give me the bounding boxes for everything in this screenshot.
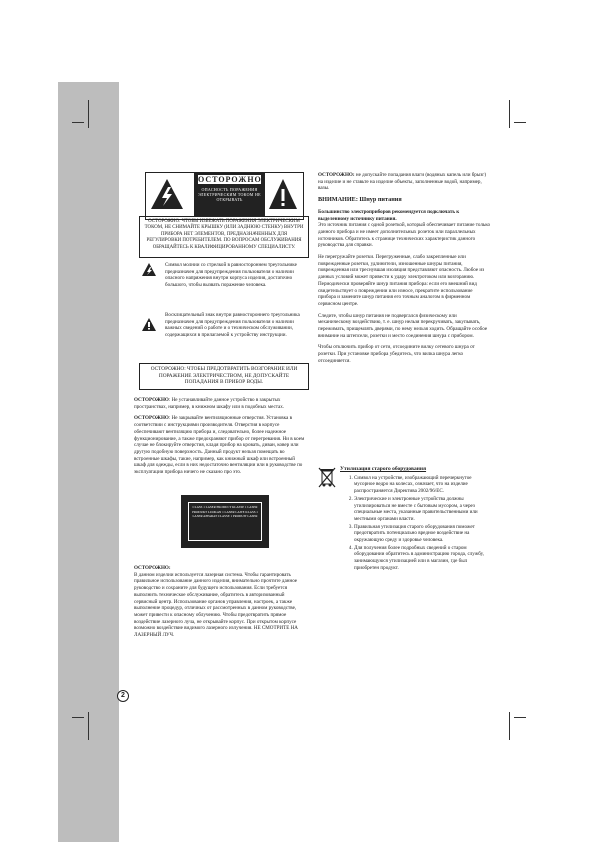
power-cord-heading: ВНИМАНИЕ: Шнур питания	[318, 196, 402, 204]
crop-mark	[509, 712, 510, 740]
page-number: 2	[117, 690, 129, 702]
paragraph-outlets: Не перегружайте розетки. Перегруженные, слабо закрепленные или поврежденные розетки, удлинители, изношенные шнуры питания, поврежденная или треснувшая изоляция представляют опасность. Любое из данных условий может привести к удару электротоком или возгоранию. Периодически проверяйте шнур питания прибора: если его внешний вид свидетельствует о повреждении или износе, прекратите использование прибора и замените шнур питания его точным аналогом в фирменном сервисном центре.	[318, 254, 485, 307]
paragraph-disconnect: Чтобы отключить прибор от сети, отсоедините вилку сетевого шнура от розетки. При установке прибора убедитесь, что вилка шнура легко отсоединяется.	[318, 344, 475, 364]
lightning-symbol-icon	[141, 262, 157, 277]
paragraph-body: не допускайте попадания влаги (водяных капель или брызг) на изделие и не ставьте на изделие объекты, заполненные водой, например, вазы.	[318, 172, 487, 192]
laser-label-text: CLASS 1 LASER PRODUCT KLASSE 1 LASER PRODUKT LUOKAN 1 LASER LAITE KLASS 1 LASER APPARAT CLASSE 1 PRODUIT LASER	[188, 502, 262, 541]
right-column-text	[318, 172, 490, 370]
lightning-triangle-icon	[150, 178, 184, 210]
warning-subtitle: ОПАСНОСТЬ ПОРАЖЕНИЯ ЭЛЕКТРИЧЕСКИМ ТОКОМ НЕ ОТКРЫВАТЬ	[198, 187, 261, 202]
fire-warning-box: ОСТОРОЖНО: ЧТОБЫ ПРЕДОТВРАТИТЬ ВОЗГОРАНИЕ ИЛИ ПОРАЖЕНИЕ ЭЛЕКТРИЧЕСТВОМ, НЕ ДОПУСКАЙТЕ ПОПАДАНИЯ В ПРИБОР ВОДЫ.	[139, 363, 309, 390]
paragraph-laser	[134, 565, 306, 639]
disposal-list	[340, 475, 490, 572]
crop-mark	[514, 122, 526, 123]
disposal-title: Утилизация старого оборудования	[340, 466, 427, 472]
paragraph-body: Это источник питания с одной розеткой, который обеспечивает питание только данного прибора и не имеет дополнительных розеток или параллельных источников. Обратитесь к странице технических характеристик данного руководства для справки.	[318, 222, 491, 249]
paragraph-ventilation	[134, 415, 306, 475]
warning-title: ОСТОРОЖНО	[198, 175, 262, 184]
crop-mark	[72, 717, 84, 718]
laser-warning-text	[134, 565, 306, 644]
paragraph-cord-protection: Следите, чтобы шнур питания не подвергался физическому или механическому воздействию, т. е. шнур нельзя перекручивать, закупывать, пережимать, прищемлять дверями, по нему нельзя ходить. Обращайте особое внимание на штепсели, розетки и место соединения шнура с прибором.	[318, 312, 488, 339]
warning-label-band	[194, 172, 265, 217]
laser-product-label	[181, 495, 269, 548]
list-item: 2. Электрические и электронные устройства должны утилизироваться не вместе с бытовым мусором, а через специальные места, указанные правительственными или местными органами власти.	[354, 496, 490, 523]
crop-mark	[514, 717, 526, 718]
list-item: 3. Правильная утилизация старого оборудования поможет предотвратить потенциально вредное воздействие на окружающую среду и здоровье человека.	[354, 524, 490, 544]
paragraph-lead: ОСТОРОЖНО	[134, 397, 169, 403]
exclamation-symbol-text: Восклицательный знак внутри равностороннего треугольника предназначен для предупреждения пользователя о наличии важных сведений о работе и о техническом обслуживании, содержащихся в прилагаемой к устройству инструкции.	[165, 312, 300, 339]
disposal-section	[340, 466, 490, 573]
paragraph-moisture	[318, 172, 490, 192]
paragraph-lead: Большинство электроприборов рекомендуется подключать к выделенному источнику питания.	[318, 208, 460, 222]
caution-box: ОСТОРОЖНО: ЧТОБЫ ИЗБЕЖАТЬ ПОРАЖЕНИЯ ЭЛЕКТРИЧЕСКИМ ТОКОМ, НЕ СНИМАЙТЕ КРЫШКУ (ИЛИ ЗАДНЮЮ СТЕНКУ) ВНУТРИ ПРИБОРА НЕТ ЭЛЕМЕНТОВ, ПРЕДНАЗНАЧЕННЫХ ДЛЯ РЕГУЛИРОВКИ ПОТРЕБИТЕЛЕМ. ПО ВОПРОСАМ ОБСЛУЖИВАНИЯ ОБРАЩАЙТЕСЬ К КВАЛИФИЦИРОВАННОМУ СПЕЦИАЛИСТУ.	[139, 216, 309, 258]
list-item: 4. Для получения более подробных сведений о старом оборудовании обратитесь в администрацию города, службу, занимающуюся утилизацией или в магазин, где был приобретен продукт.	[354, 545, 490, 572]
paragraph-body: : Не закрывайте вентиляционные отверстия. Установка в соответствии с инструкциями производителя. Отверстия в корпусе обеспечивают вентиляцию прибора и, следовательно, более надежное функционирование, а также предохраняют прибор от перегревания. Ни в коем случае не блокируйте отверстия, кладя прибор на кровать, диван, ковер или другую подобную поверхность. Данный продукт нельзя помещать во встроенные шкафы, такие, например, как книжный шкаф или встроенный шкаф для одежды, если в них недостаточно вентиляции или в руководстве по эксплуатации прибора ничего не сказано про это.	[134, 415, 305, 476]
paragraph-body: В данном изделии используется лазерная система. Чтобы гарантировать правильное использование данного изделия, внимательно прочтите данное руководство и сохраните для будущего использования. Если требуется выполнить техническое обслуживание, обратитесь в авторизованный сервисный центр. Использование органов управления, настроек, а также выполнение процедур, отличных от рассмотренных в данном руководстве, может привести к опасному облучению. Чтобы предотвратить прямое воздействие лазерного луча, не открывайте корпус. При открытом корпусе возможно воздействие видимого лазерного излучения. НЕ СМОТРИТЕ НА ЛАЗЕРНЫЙ ЛУЧ.	[134, 571, 298, 639]
power-cord-intro	[318, 209, 490, 249]
crop-mark	[88, 100, 89, 128]
list-item: 1. Символ на устройстве, изображающий перечеркнутое мусорное ведро на колесах, означает, что на изделие распространяется Директива 2002/96/EC.	[354, 475, 490, 495]
crop-mark	[72, 122, 84, 123]
crossed-out-wheelie-bin-icon	[318, 467, 336, 489]
paragraph-lead: ОСТОРОЖНО:	[134, 565, 171, 571]
paragraph-installation	[134, 397, 306, 410]
left-column-text	[134, 397, 306, 481]
exclamation-symbol-icon	[141, 317, 157, 332]
crop-mark	[509, 100, 510, 128]
paragraph-lead: ОСТОРОЖНО:	[318, 172, 355, 178]
paragraph-lead: ОСТОРОЖНО	[134, 415, 169, 422]
crop-mark	[88, 712, 89, 740]
lightning-symbol-text: Символ молнии со стрелкой в равностороннем треугольнике предназначен для предупреждения пользователя о наличии опасного напряжения внутри корпуса изделия, достаточно большого, чтобы вызвать поражение человека.	[165, 262, 297, 289]
paragraph-body: : Не устанавливайте данное устройство в закрытых пространствах, например, в книжном шкафу или в подобных местах.	[134, 397, 285, 410]
exclamation-triangle-icon	[268, 178, 298, 210]
